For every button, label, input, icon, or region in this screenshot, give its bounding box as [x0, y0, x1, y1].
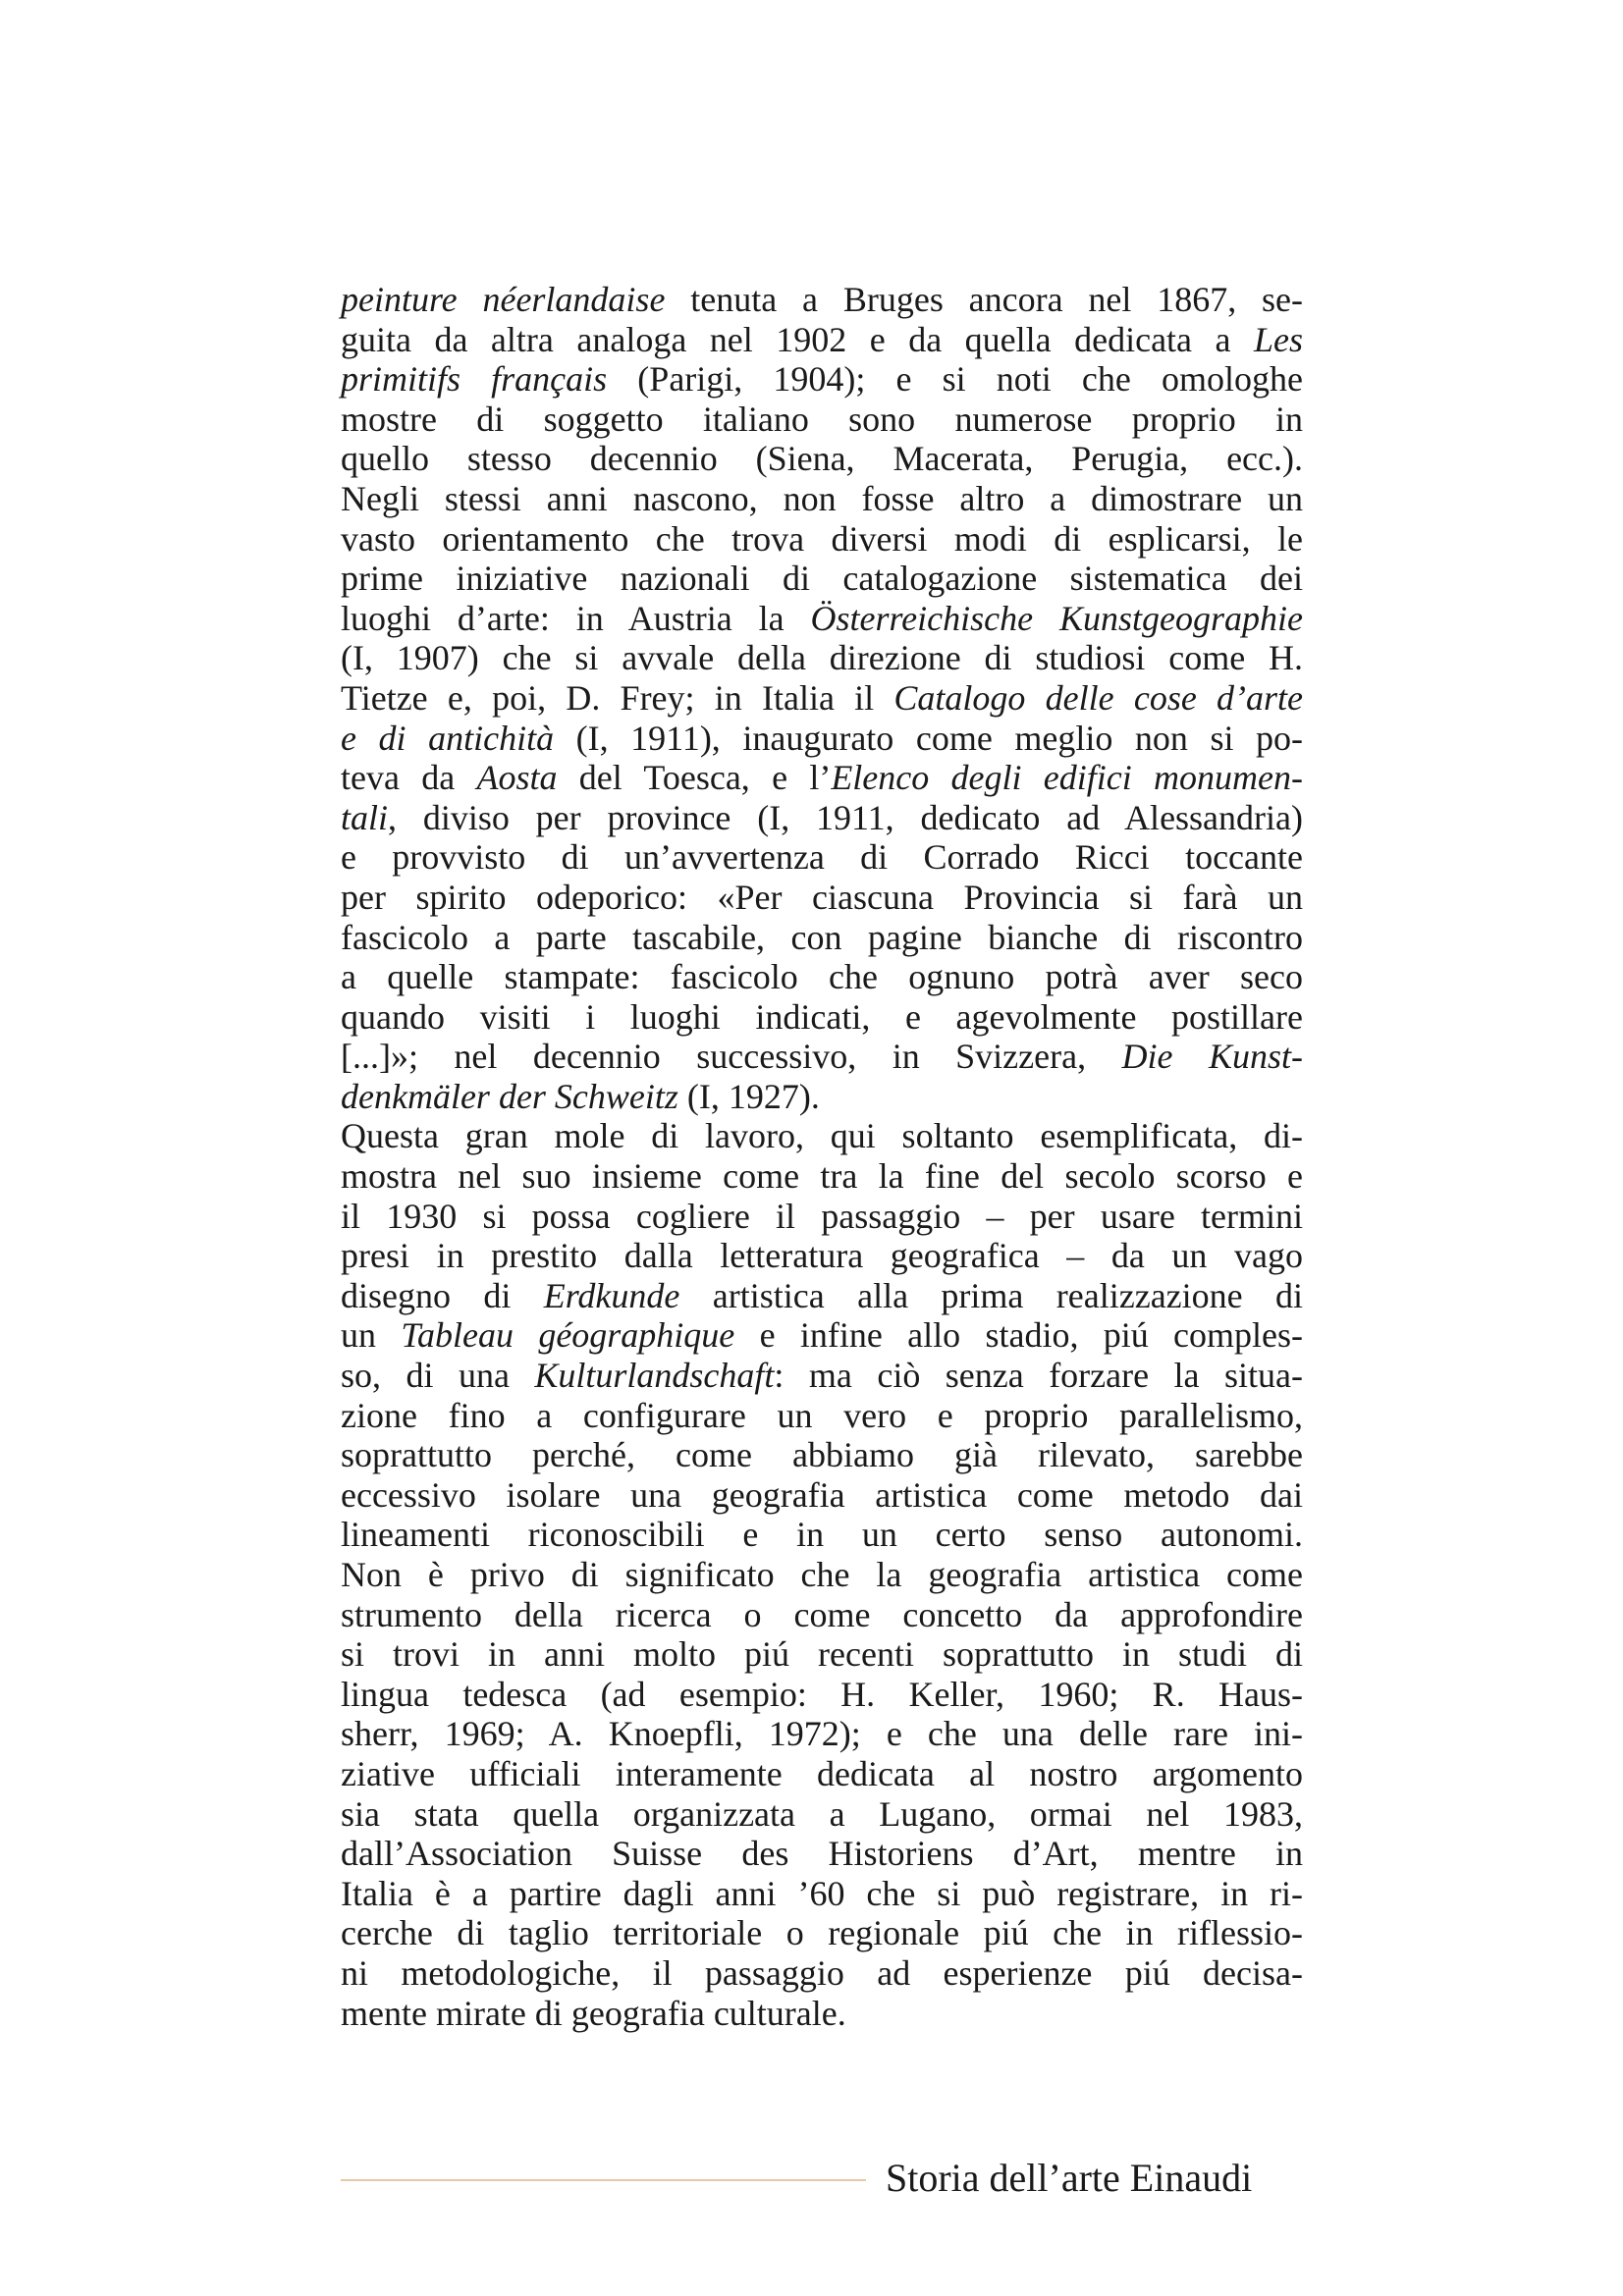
text-segment: Questa gran mole di lavoro, qui soltanto esemplificata, di- — [341, 1116, 1303, 1156]
footer-rule — [341, 2179, 866, 2181]
text-line — [341, 1156, 1303, 1197]
text-line — [341, 719, 1303, 759]
text-line — [341, 678, 1303, 719]
text-line — [341, 1834, 1303, 1874]
text-line — [341, 1874, 1303, 1914]
text-segment: Italia è a partire dagli anni ’60 che si può registrare, in ri- — [341, 1873, 1303, 1913]
text-segment: e infine allo stadio, piú comples- — [734, 1315, 1304, 1356]
italic-segment: Les — [1253, 319, 1303, 359]
text-line — [341, 1116, 1303, 1156]
text-segment: presi in prestito dalla letteratura geografica – da un vago — [341, 1236, 1303, 1276]
text-line — [341, 1197, 1303, 1237]
italic-segment: denkmäler der Schweitz — [341, 1076, 678, 1116]
text-segment: del Toesca, e l’ — [557, 758, 832, 798]
text-segment: guita da altra analoga nel 1902 e da quella dedicata a — [341, 319, 1254, 359]
text-line — [341, 1515, 1303, 1555]
text-segment: sherr, 1969; A. Knoepfli, 1972); e che una delle rare ini- — [341, 1714, 1303, 1754]
italic-segment: Tableau géographique — [401, 1315, 735, 1356]
text-segment: fascicolo a parte tascabile, con pagine bianche di riscontro — [341, 917, 1303, 957]
text-line — [341, 638, 1303, 678]
text-segment: si trovi in anni molto piú recenti soprattutto in studi di — [341, 1634, 1303, 1675]
text-line — [341, 1675, 1303, 1715]
text-segment: mente mirate di geografia culturale. — [341, 1993, 846, 2033]
text-segment: [...]»; nel decennio successivo, in Svizzera, — [341, 1037, 1122, 1077]
text-segment: strumento della ricerca o come concetto da approfondire — [341, 1594, 1303, 1634]
italic-segment: primitifs français — [341, 359, 608, 400]
text-segment: (Parigi, 1904); e si noti che omologhe — [607, 359, 1304, 400]
text-line — [341, 1236, 1303, 1276]
text-segment: soprattutto perché, come abbiamo già rilevato, sarebbe — [341, 1435, 1303, 1475]
footer-title: Storia dell’arte Einaudi — [886, 2156, 1253, 2200]
text-segment: e provvisto di un’avvertenza di Corrado Ricci toccante — [341, 837, 1303, 878]
text-line — [341, 758, 1303, 798]
text-segment: eccessivo isolare una geografia artistica come metodo dai — [341, 1474, 1303, 1515]
text-segment: (I, 1927). — [677, 1076, 820, 1116]
body-text — [341, 280, 1303, 2033]
text-segment: a quelle stampate: fascicolo che ognuno potrà aver seco — [341, 957, 1303, 997]
text-line — [341, 798, 1303, 838]
text-segment: artistica alla prima realizzazione di — [679, 1275, 1304, 1315]
text-segment: quando visiti i luoghi indicati, e agevolmente postillare — [341, 996, 1303, 1037]
text-line — [341, 479, 1303, 519]
text-segment: , diviso per province (I, 1911, dedicato ad Alessandria) — [388, 797, 1303, 837]
text-segment: un — [341, 1315, 402, 1356]
text-line — [341, 957, 1303, 997]
text-segment: cerche di taglio territoriale o regionale piú che in riflessio- — [341, 1913, 1303, 1953]
text-line — [341, 1913, 1303, 1953]
text-segment: ni metodologiche, il passaggio ad esperienze piú decisa- — [341, 1952, 1303, 1993]
text-line — [341, 1595, 1303, 1635]
text-line — [341, 997, 1303, 1038]
text-line — [341, 1475, 1303, 1516]
text-segment: zione fino a configurare un vero e proprio parallelismo, — [341, 1395, 1303, 1435]
text-line — [341, 439, 1303, 479]
text-line — [341, 400, 1303, 440]
text-line — [341, 1555, 1303, 1595]
text-segment: luoghi d’arte: in Austria la — [341, 598, 811, 638]
text-segment: vasto orientamento che trova diversi modi di esplicarsi, le — [341, 518, 1303, 559]
text-line — [341, 1276, 1303, 1316]
text-line — [341, 878, 1303, 918]
text-line — [341, 1634, 1303, 1675]
text-line — [341, 599, 1303, 639]
text-line — [341, 280, 1303, 320]
text-segment: tenuta a Bruges ancora nel 1867, se- — [665, 280, 1303, 319]
text-segment: lineamenti riconoscibili e in un certo senso autonomi. — [341, 1515, 1303, 1555]
text-segment: per spirito odeporico: «Per ciascuna Provincia si farà un — [341, 877, 1303, 917]
text-line — [341, 1754, 1303, 1794]
text-line — [341, 1994, 1303, 2034]
text-segment: sia stata quella organizzata a Lugano, ormai nel 1983, — [341, 1793, 1303, 1834]
text-line — [341, 1315, 1303, 1356]
text-segment: ziative ufficiali interamente dedicata al nostro argomento — [341, 1753, 1303, 1793]
text-line — [341, 1037, 1303, 1077]
text-line — [341, 519, 1303, 560]
italic-segment: Catalogo delle cose d’arte — [893, 677, 1304, 718]
text-line — [341, 1356, 1303, 1396]
text-line — [341, 1396, 1303, 1436]
italic-segment: Kulturlandschaft — [534, 1356, 775, 1396]
text-line — [341, 1077, 1303, 1117]
italic-segment: Die Kunst- — [1121, 1037, 1303, 1077]
text-line — [341, 1953, 1303, 1994]
text-segment: so, di una — [341, 1356, 535, 1396]
text-segment: : ma ciò senza forzare la situa- — [774, 1356, 1303, 1396]
text-segment: (I, 1907) che si avvale della direzione di studiosi come H. — [341, 638, 1303, 678]
text-segment: Negli stessi anni nascono, non fosse altro a dimostrare un — [341, 478, 1303, 518]
italic-segment: Österreichische Kunstgeographie — [810, 598, 1304, 638]
text-segment: teva da — [341, 758, 477, 798]
text-segment: mostra nel suo insieme come tra la fine del secolo scorso e — [341, 1156, 1303, 1197]
text-segment: il 1930 si possa cogliere il passaggio – per usare termini — [341, 1196, 1303, 1236]
text-segment: mostre di soggetto italiano sono numerose proprio in — [341, 399, 1303, 439]
text-line — [341, 359, 1303, 400]
text-line — [341, 320, 1303, 360]
italic-segment: peinture néerlandaise — [341, 280, 666, 319]
italic-segment: tali — [341, 797, 389, 837]
text-segment: quello stesso decennio (Siena, Macerata, Perugia, ecc.). — [341, 439, 1303, 479]
italic-segment: Erdkunde — [543, 1275, 680, 1315]
text-line — [341, 1714, 1303, 1754]
text-segment: Tietze e, poi, D. Frey; in Italia il — [341, 677, 894, 718]
text-segment: lingua tedesca (ad esempio: H. Keller, 1960; R. Haus- — [341, 1674, 1303, 1714]
text-line — [341, 559, 1303, 599]
italic-segment: e di antichità — [341, 718, 555, 758]
text-segment: (I, 1911), inaugurato come meglio non si po- — [554, 718, 1303, 758]
text-segment: Non è privo di significato che la geografia artistica come — [341, 1555, 1303, 1594]
italic-segment: Elenco degli edifici monumen- — [831, 758, 1303, 798]
text-line — [341, 918, 1303, 958]
text-segment: disegno di — [341, 1275, 544, 1315]
text-line — [341, 837, 1303, 878]
text-line — [341, 1435, 1303, 1475]
italic-segment: Aosta — [476, 758, 558, 798]
text-segment: dall’Association Suisse des Historiens d’Art, mentre in — [341, 1834, 1303, 1874]
text-segment: prime iniziative nazionali di catalogazione sistematica dei — [341, 559, 1303, 599]
text-line — [341, 1794, 1303, 1835]
